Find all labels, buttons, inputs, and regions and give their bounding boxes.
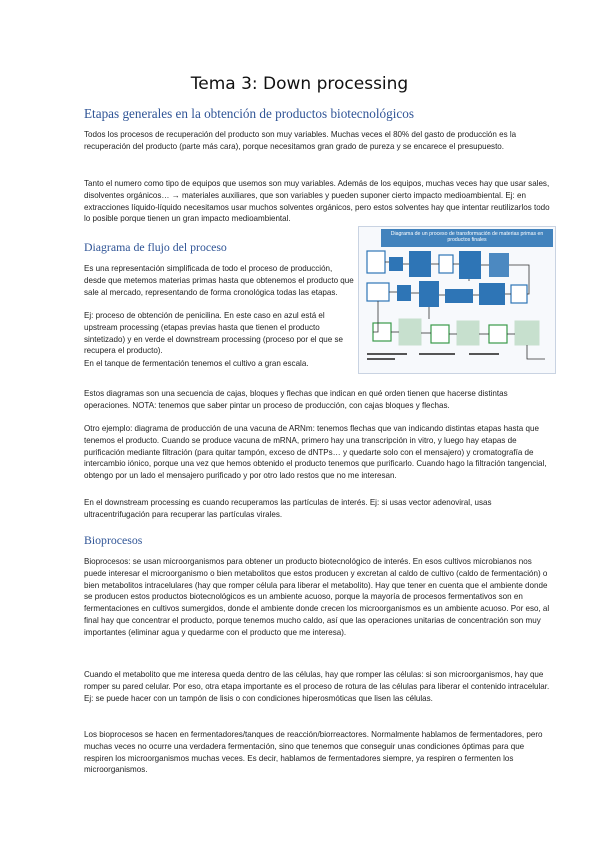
upstream-block	[367, 283, 389, 301]
section-heading-etapas: Etapas generales en la obtención de productos biotecnológicos	[84, 106, 414, 121]
paragraph: En el downstream processing es cuando recuperamos las partículas de interés. Ej: si usas vector adenoviral, usas ultracentrifugación para recuperar las partículas virales.	[84, 498, 492, 519]
paragraph: Estos diagramas son una secuencia de cajas, bloques y flechas que indican en qué orden tienen que hacerse distintas operaciones. NOTA: tenemos que saber pintar un proceso de producción, con cajas bloques y flechas.	[84, 389, 508, 410]
upstream-block	[511, 285, 527, 303]
upstream-block	[367, 251, 385, 273]
upstream-block	[389, 257, 403, 271]
paragraph: Es una representación simplificada de todo el proceso de producción, desde que metemos materias primas hasta que obtenemos el producto que sale al mercado, representando de forma cronológica todas las etapas.	[84, 264, 354, 297]
upstream-block	[409, 251, 431, 277]
fermentation-tank	[459, 251, 481, 279]
paragraph: Tanto el numero como tipo de equipos que usemos son muy variables. Además de los equipos, muchas veces hay que usar sales, disolventes orgánicos… → materiales auxiliares, que son variables y pueden suponer cierto impacto medioambiental. Ej: en extracciones líquido-líquido necesitamos usar muchos solventes orgánicos, pero estos solventes hay que intentar reutilizarlos todo lo posible porque tienen un gran impacto medioambiental.	[84, 179, 550, 224]
paragraph: Otro ejemplo: diagrama de producción de una vacuna de ARNm: tenemos flechas que van indicando distintas etapas hasta que tenemos el producto. Cuando se produce vacuna de mRNA, primero hay una transcripción in vitro, y luego hay etapas de purificación mediante filtración (para quitar tampón, exceso de dNTPs… y quedarte solo con el mensajero) y cromatografía de intercambio iónico, porque una vez que hemos obtenido el producto tenemos que purificarlo. Cuando hago la filtración tangencial, obtengo por un lado el mensajero purificado y por otro lado restos que no me interesan.	[84, 424, 547, 480]
downstream-block	[431, 325, 449, 343]
upstream-block	[439, 255, 453, 273]
upstream-block	[397, 285, 411, 301]
section-heading-diagrama: Diagrama de flujo del proceso	[84, 240, 227, 254]
upstream-block	[479, 283, 505, 305]
flow-diagram-graphic	[359, 227, 555, 373]
section-heading-bioprocesos: Bioprocesos	[84, 533, 143, 547]
upstream-block	[445, 289, 473, 303]
downstream-block	[489, 325, 507, 343]
upstream-block	[419, 281, 439, 307]
penicillin-flow-diagram	[358, 226, 556, 374]
paragraph: Ej: proceso de obtención de penicilina. En este caso en azul está el upstream processing (etapas previas hasta que tienen el producto sintetizado) y en verde el downstream processing (proceso por el que se recupera el producto).	[84, 311, 343, 356]
figure-caption: Diagrama de un proceso de transformación de materias primas en productos finales	[390, 231, 544, 244]
paragraph: Todos los procesos de recuperación del producto son muy variables. Muchas veces el 80% del gasto de producción es la recuperación del producto (parte más cara), porque necesitamos gran grado de pureza y se encarece el presupuesto.	[84, 130, 517, 151]
upstream-block	[489, 253, 509, 277]
downstream-block	[399, 319, 421, 345]
page-title: Tema 3: Down processing	[190, 74, 409, 94]
paragraph: Cuando el metabolito que me interesa queda dentro de las células, hay que romper las células: si son microorganismos, hay que romper su pared celular. Por eso, otra etapa importante es el proceso de rotura de las células para liberar el contenido intracelular. Ej: se puede hacer con un tampón de lisis o con condiciones hiperosmóticas que lisen las células.	[84, 670, 550, 703]
paragraph: Bioprocesos: se usan microorganismos para obtener un producto biotecnológico de interés. En esos cultivos microbianos nos puede interesar el microorganismo o bien metabolitos que estos producen y excretan al caldo de cultivo (caldo de fermentación) o bien metabolitos intracelulares (hay que romper célula para liberar el metabolito). Hay que tener en cuenta que el ambiente donde se producen estos productos biotecnológicos es un ambiente acuoso, porque la mayoría de procesos fermentativos son en fermentaciones en cultivos sumergidos, donde el ambiente donde crecen los microorganismos es un ambiente acuoso. Por eso, al final hay que concentrar el producto, porque tenemos mucho caldo, así que las operaciones unitarias de concentración son muy importantes (eliminar agua y quedarme con el producto que me interesa).	[84, 557, 550, 637]
paragraph: Los bioprocesos se hacen en fermentadores/tanques de reacción/biorreactores. Normalmente hablamos de fermentadores, pero muchas veces no ocurre una verdadera fermentación, sino que tenemos que conseguir unas condiciones óptimas para que respiren los microorganismos muchas veces. Es decir, hablamos de fermentadores siempre, ya respiren o fermenten los microorganismos.	[84, 730, 543, 775]
paragraph: En el tanque de fermentación tenemos el cultivo a gran escala.	[84, 359, 309, 368]
downstream-block	[457, 321, 479, 345]
downstream-block	[515, 321, 539, 345]
